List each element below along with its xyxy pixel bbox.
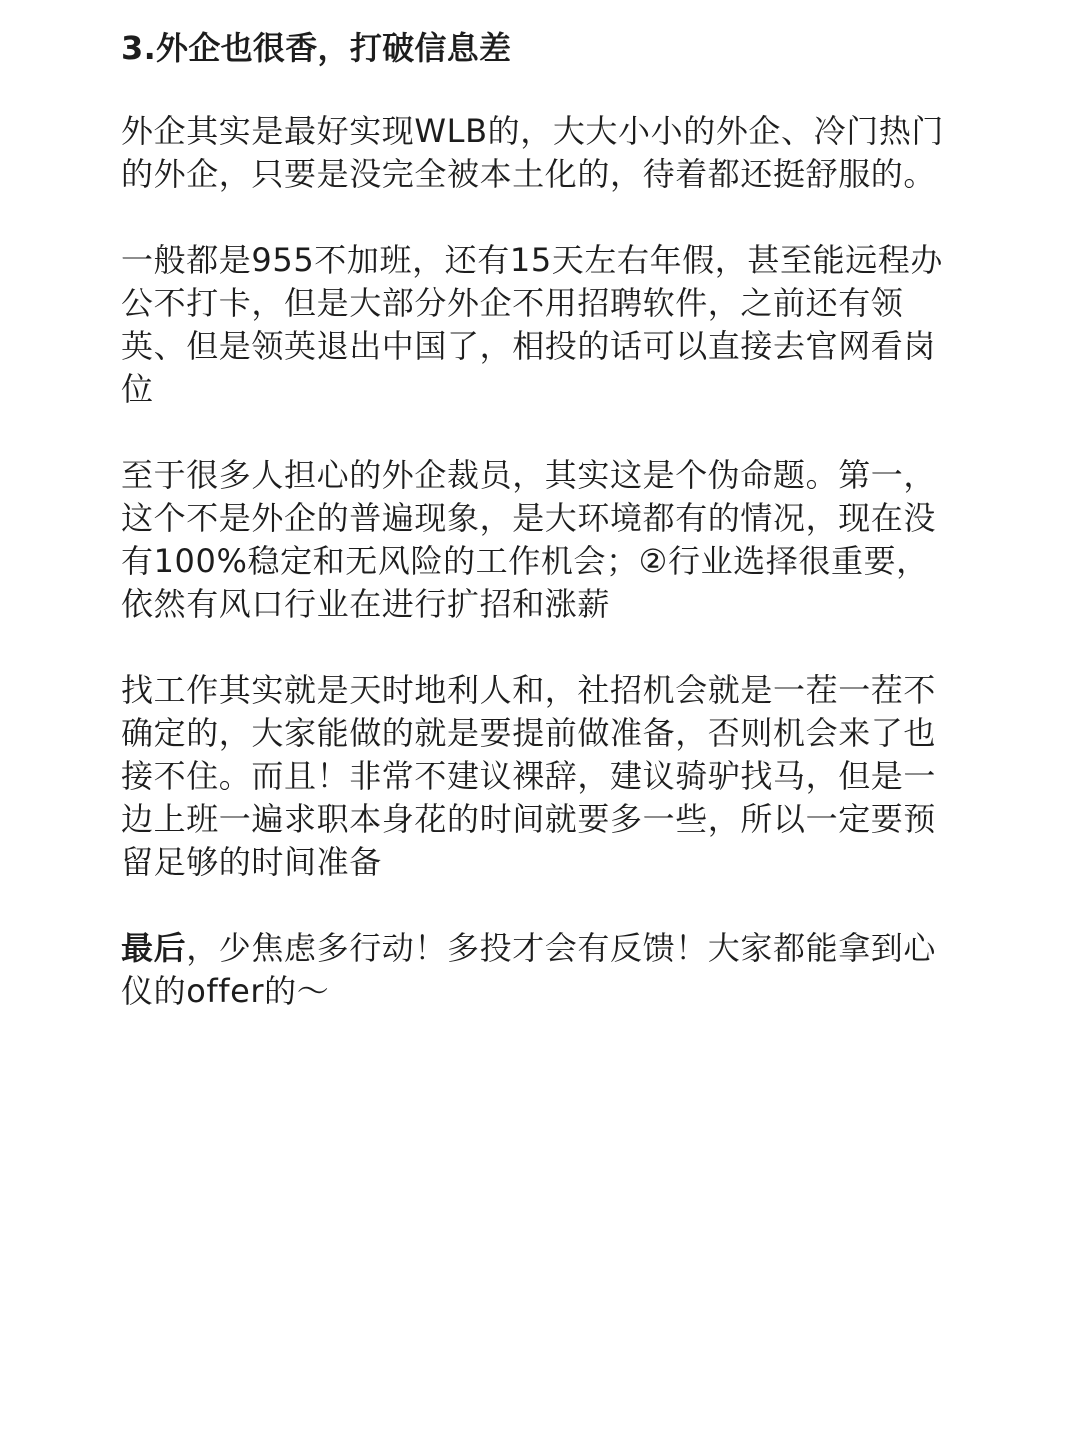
closing-bold-lead: 最后 — [121, 929, 187, 967]
paragraph-closing — [121, 927, 961, 1013]
closing-text: ，少焦虑多行动！多投才会有反馈！大家都能拿到心仪的offer的～ — [121, 929, 937, 1010]
paragraph-job-search: 找工作其实就是天时地利人和，社招机会就是一茬一茬不确定的，大家能做的就是要提前做准备，否则机会来了也接不住。而且！非常不建议裸辞，建议骑驴找马，但是一边上班一遍求职本身花的时间就要多一些，所以一定要预留足够的时间准备 — [121, 671, 937, 881]
article-title: 3.外企也很香，打破信息差 — [121, 29, 512, 67]
paragraph-benefits: 一般都是955不加班，还有15天左右年假，甚至能远程办公不打卡，但是大部分外企不用招聘软件，之前还有领英、但是领英退出中国了，相投的话可以直接去官网看岗位 — [121, 241, 943, 408]
paragraph-layoffs: 至于很多人担心的外企裁员，其实这是个伪命题。第一，这个不是外企的普遍现象，是大环境都有的情况，现在没有100%稳定和无风险的工作机会；②行业选择很重要，依然有风口行业在进行扩招和涨薪 — [121, 456, 937, 623]
article — [121, 24, 961, 1013]
paragraph-wlb: 外企其实是最好实现WLB的，大大小小的外企、冷门热门的外企，只要是没完全被本土化的，待着都还挺舒服的。 — [121, 112, 945, 193]
